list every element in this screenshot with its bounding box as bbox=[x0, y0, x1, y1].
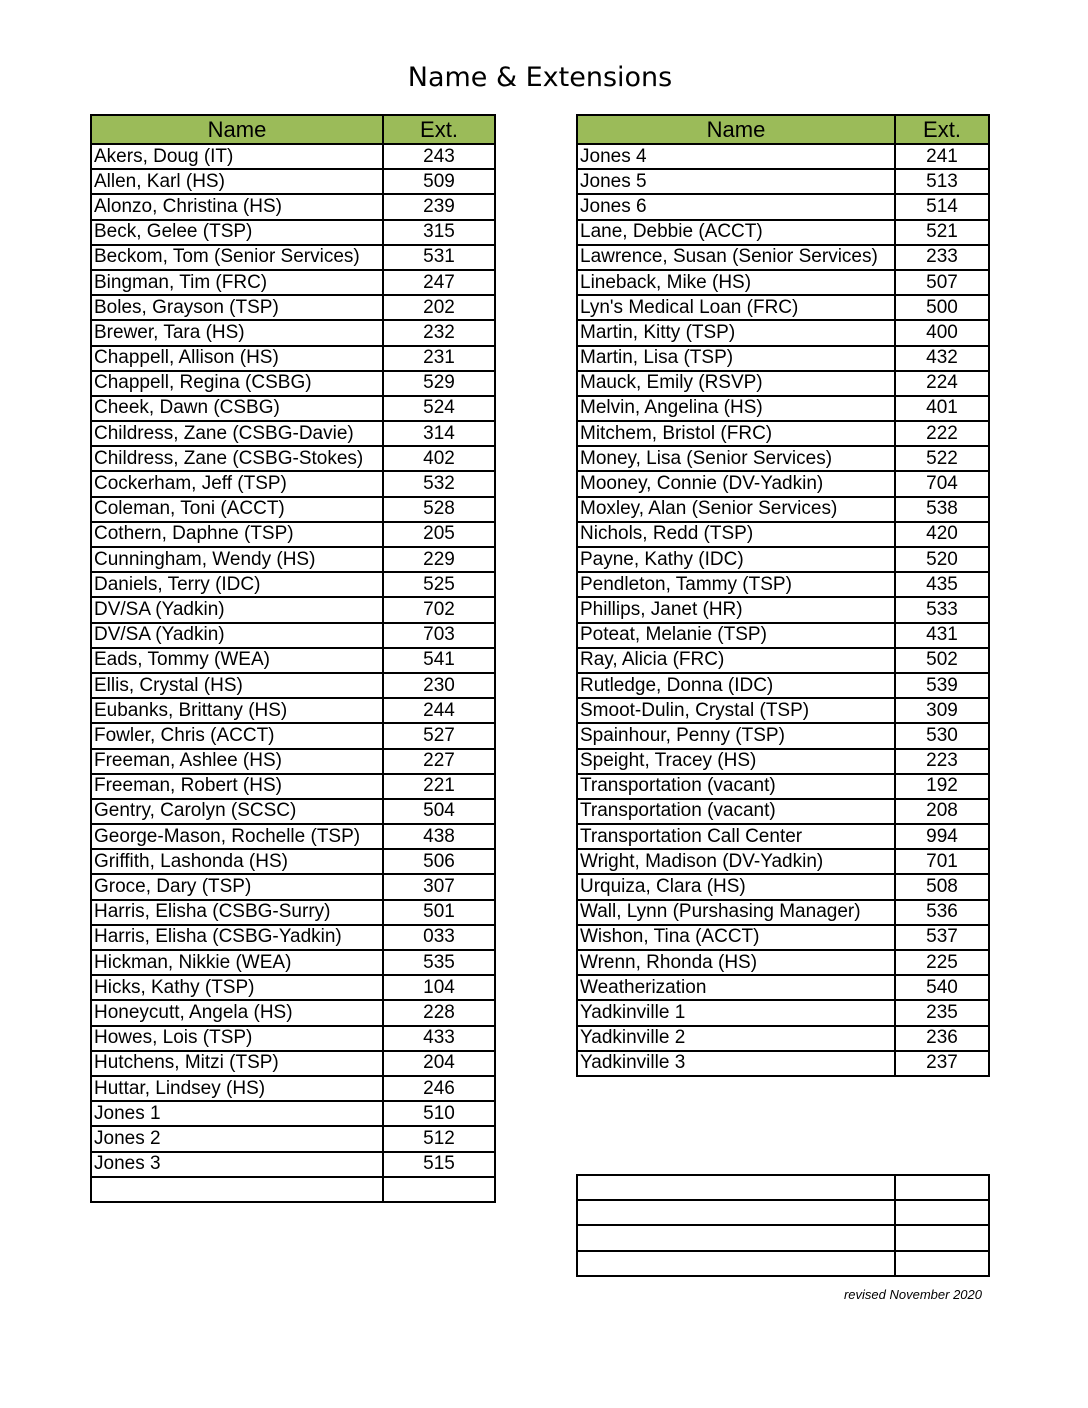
employee-name-cell: Groce, Dary (TSP) bbox=[91, 874, 383, 899]
table-row bbox=[577, 144, 989, 169]
extension-cell: 433 bbox=[383, 1026, 495, 1051]
table-row bbox=[577, 346, 989, 371]
employee-name-cell: Jones 1 bbox=[91, 1101, 383, 1126]
table-row bbox=[577, 522, 989, 547]
table-row bbox=[91, 446, 495, 471]
extension-cell: 501 bbox=[383, 900, 495, 925]
employee-name-cell: Nichols, Redd (TSP) bbox=[577, 522, 895, 547]
extension-cell: 515 bbox=[383, 1152, 495, 1177]
extension-cell: 222 bbox=[895, 421, 989, 446]
employee-name-cell: Yadkinville 2 bbox=[577, 1026, 895, 1051]
extension-cell: 536 bbox=[895, 900, 989, 925]
employee-name-cell: Harris, Elisha (CSBG-Yadkin) bbox=[91, 925, 383, 950]
extension-cell: 237 bbox=[895, 1051, 989, 1076]
page-title: Name & Extensions bbox=[407, 62, 673, 93]
extension-cell: 502 bbox=[895, 648, 989, 673]
extensions-table-right bbox=[576, 114, 990, 1077]
table-row bbox=[91, 320, 495, 345]
table-row bbox=[91, 1026, 495, 1051]
table-body-right-blank bbox=[577, 1175, 989, 1276]
table-row bbox=[577, 1200, 989, 1225]
extension-cell: 702 bbox=[383, 597, 495, 622]
extensions-table-left bbox=[90, 114, 496, 1203]
table-row bbox=[577, 497, 989, 522]
table-row bbox=[91, 950, 495, 975]
extension-cell: 508 bbox=[895, 874, 989, 899]
employee-name-cell: Eads, Tommy (WEA) bbox=[91, 648, 383, 673]
employee-name-cell: Pendleton, Tammy (TSP) bbox=[577, 572, 895, 597]
extension-cell: 533 bbox=[895, 597, 989, 622]
table-row bbox=[91, 346, 495, 371]
table-row bbox=[91, 900, 495, 925]
employee-name-cell: Cothern, Daphne (TSP) bbox=[91, 522, 383, 547]
employee-name-cell: Chappell, Regina (CSBG) bbox=[91, 371, 383, 396]
table-row bbox=[577, 572, 989, 597]
extension-cell: 541 bbox=[383, 648, 495, 673]
employee-name-cell bbox=[577, 1175, 895, 1200]
employee-name-cell bbox=[577, 1225, 895, 1250]
extension-cell: 522 bbox=[895, 446, 989, 471]
employee-name-cell: Wall, Lynn (Purshasing Manager) bbox=[577, 900, 895, 925]
extension-cell: 532 bbox=[383, 471, 495, 496]
employee-name-cell: Eubanks, Brittany (HS) bbox=[91, 698, 383, 723]
employee-name-cell: Jones 4 bbox=[577, 144, 895, 169]
employee-name-cell: Brewer, Tara (HS) bbox=[91, 320, 383, 345]
table-row bbox=[577, 320, 989, 345]
table-row bbox=[577, 194, 989, 219]
employee-name-cell: Akers, Doug (IT) bbox=[91, 144, 383, 169]
extension-cell: 513 bbox=[895, 169, 989, 194]
employee-name-cell: Poteat, Melanie (TSP) bbox=[577, 623, 895, 648]
table-row bbox=[577, 774, 989, 799]
table-row bbox=[577, 421, 989, 446]
table-row bbox=[577, 849, 989, 874]
table-row bbox=[91, 1000, 495, 1025]
employee-name-cell: Money, Lisa (Senior Services) bbox=[577, 446, 895, 471]
employee-name-cell: Hutchens, Mitzi (TSP) bbox=[91, 1051, 383, 1076]
extension-cell: 231 bbox=[383, 346, 495, 371]
table-row bbox=[91, 749, 495, 774]
table-row bbox=[577, 446, 989, 471]
table-row bbox=[91, 421, 495, 446]
extension-cell: 241 bbox=[895, 144, 989, 169]
extension-cell: 432 bbox=[895, 346, 989, 371]
extension-cell: 246 bbox=[383, 1076, 495, 1101]
employee-name-cell: Wrenn, Rhonda (HS) bbox=[577, 950, 895, 975]
table-row bbox=[91, 245, 495, 270]
extension-cell: 506 bbox=[383, 849, 495, 874]
employee-name-cell: DV/SA (Yadkin) bbox=[91, 597, 383, 622]
table-row bbox=[91, 522, 495, 547]
table-row bbox=[91, 975, 495, 1000]
table-header-row bbox=[91, 115, 495, 144]
extension-cell: 507 bbox=[895, 270, 989, 295]
employee-name-cell: Payne, Kathy (IDC) bbox=[577, 547, 895, 572]
extension-cell: 539 bbox=[895, 673, 989, 698]
employee-name-cell bbox=[577, 1200, 895, 1225]
extension-cell: 704 bbox=[895, 471, 989, 496]
employee-name-cell: Cunningham, Wendy (HS) bbox=[91, 547, 383, 572]
table-row bbox=[91, 925, 495, 950]
extension-cell: 230 bbox=[383, 673, 495, 698]
table-row bbox=[577, 799, 989, 824]
extension-cell: 104 bbox=[383, 975, 495, 1000]
table-row bbox=[91, 144, 495, 169]
employee-name-cell: Chappell, Allison (HS) bbox=[91, 346, 383, 371]
table-row bbox=[577, 698, 989, 723]
employee-name-cell: Ellis, Crystal (HS) bbox=[91, 673, 383, 698]
employee-name-cell: Lineback, Mike (HS) bbox=[577, 270, 895, 295]
table-row bbox=[91, 849, 495, 874]
table-row bbox=[91, 874, 495, 899]
extension-cell: 229 bbox=[383, 547, 495, 572]
extension-cell: 703 bbox=[383, 623, 495, 648]
employee-name-cell: Wishon, Tina (ACCT) bbox=[577, 925, 895, 950]
employee-name-cell: Wright, Madison (DV-Yadkin) bbox=[577, 849, 895, 874]
employee-name-cell: Cheek, Dawn (CSBG) bbox=[91, 396, 383, 421]
blank-rows-table-right bbox=[576, 1174, 990, 1277]
employee-name-cell: Transportation Call Center bbox=[577, 824, 895, 849]
employee-name-cell: Speight, Tracey (HS) bbox=[577, 749, 895, 774]
extension-cell: 205 bbox=[383, 522, 495, 547]
extension-cell: 538 bbox=[895, 497, 989, 522]
extension-cell bbox=[895, 1225, 989, 1250]
employee-name-cell: Mauck, Emily (RSVP) bbox=[577, 371, 895, 396]
extension-cell: 530 bbox=[895, 723, 989, 748]
extension-cell: 225 bbox=[895, 950, 989, 975]
table-row bbox=[91, 471, 495, 496]
extension-cell bbox=[895, 1200, 989, 1225]
extension-cell: 204 bbox=[383, 1051, 495, 1076]
employee-name-cell: Allen, Karl (HS) bbox=[91, 169, 383, 194]
extension-cell: 228 bbox=[383, 1000, 495, 1025]
extension-cell: 520 bbox=[895, 547, 989, 572]
employee-name-cell: Jones 2 bbox=[91, 1126, 383, 1151]
extension-cell: 243 bbox=[383, 144, 495, 169]
extension-cell: 529 bbox=[383, 371, 495, 396]
employee-name-cell: Boles, Grayson (TSP) bbox=[91, 295, 383, 320]
extension-cell: 235 bbox=[895, 1000, 989, 1025]
table-row bbox=[577, 245, 989, 270]
employee-name-cell: Rutledge, Donna (IDC) bbox=[577, 673, 895, 698]
table-row bbox=[91, 270, 495, 295]
ext-column-header: Ext. bbox=[383, 115, 495, 144]
table-row bbox=[577, 1026, 989, 1051]
extension-cell: 315 bbox=[383, 220, 495, 245]
extension-cell: 314 bbox=[383, 421, 495, 446]
extension-cell: 435 bbox=[895, 572, 989, 597]
employee-name-cell: Fowler, Chris (ACCT) bbox=[91, 723, 383, 748]
employee-name-cell: Beckom, Tom (Senior Services) bbox=[91, 245, 383, 270]
table-row bbox=[577, 673, 989, 698]
extension-cell: 224 bbox=[895, 371, 989, 396]
table-row bbox=[91, 371, 495, 396]
employee-name-cell: Lawrence, Susan (Senior Services) bbox=[577, 245, 895, 270]
employee-name-cell: Transportation (vacant) bbox=[577, 774, 895, 799]
extension-cell: 192 bbox=[895, 774, 989, 799]
employee-name-cell: Freeman, Robert (HS) bbox=[91, 774, 383, 799]
extension-cell: 525 bbox=[383, 572, 495, 597]
table-row bbox=[91, 723, 495, 748]
table-row bbox=[577, 623, 989, 648]
employee-name-cell bbox=[91, 1177, 383, 1202]
table-row bbox=[577, 471, 989, 496]
extension-cell: 227 bbox=[383, 749, 495, 774]
table-row bbox=[577, 371, 989, 396]
extension-cell: 033 bbox=[383, 925, 495, 950]
table-row bbox=[577, 1225, 989, 1250]
table-row bbox=[91, 597, 495, 622]
table-row bbox=[577, 220, 989, 245]
extension-cell: 504 bbox=[383, 799, 495, 824]
extension-cell: 994 bbox=[895, 824, 989, 849]
table-row bbox=[577, 723, 989, 748]
table-row bbox=[91, 1126, 495, 1151]
name-column-header: Name bbox=[577, 115, 895, 144]
extension-cell: 202 bbox=[383, 295, 495, 320]
table-row bbox=[577, 749, 989, 774]
table-row bbox=[577, 824, 989, 849]
employee-name-cell: Jones 3 bbox=[91, 1152, 383, 1177]
ext-column-header: Ext. bbox=[895, 115, 989, 144]
table-row bbox=[91, 799, 495, 824]
table-row bbox=[577, 547, 989, 572]
extension-cell: 537 bbox=[895, 925, 989, 950]
table-row bbox=[91, 220, 495, 245]
table-row bbox=[91, 648, 495, 673]
table-row bbox=[577, 975, 989, 1000]
extension-cell: 223 bbox=[895, 749, 989, 774]
table-body-right bbox=[577, 144, 989, 1076]
table-row bbox=[91, 774, 495, 799]
employee-name-cell: Beck, Gelee (TSP) bbox=[91, 220, 383, 245]
table-row bbox=[577, 900, 989, 925]
employee-name-cell: Weatherization bbox=[577, 975, 895, 1000]
table-row bbox=[91, 1152, 495, 1177]
employee-name-cell: Honeycutt, Angela (HS) bbox=[91, 1000, 383, 1025]
extension-cell: 431 bbox=[895, 623, 989, 648]
extension-cell: 232 bbox=[383, 320, 495, 345]
table-row bbox=[577, 1051, 989, 1076]
table-row bbox=[91, 194, 495, 219]
employee-name-cell: Yadkinville 3 bbox=[577, 1051, 895, 1076]
table-row bbox=[91, 698, 495, 723]
table-row bbox=[577, 648, 989, 673]
employee-name-cell: Lane, Debbie (ACCT) bbox=[577, 220, 895, 245]
table-row bbox=[577, 295, 989, 320]
extension-cell: 309 bbox=[895, 698, 989, 723]
employee-name-cell: Jones 6 bbox=[577, 194, 895, 219]
table-row bbox=[577, 925, 989, 950]
table-row bbox=[91, 169, 495, 194]
employee-name-cell: Alonzo, Christina (HS) bbox=[91, 194, 383, 219]
extension-cell: 402 bbox=[383, 446, 495, 471]
table-row bbox=[577, 597, 989, 622]
employee-name-cell: DV/SA (Yadkin) bbox=[91, 623, 383, 648]
extension-cell: 236 bbox=[895, 1026, 989, 1051]
table-row bbox=[91, 673, 495, 698]
employee-name-cell: Daniels, Terry (IDC) bbox=[91, 572, 383, 597]
table-row bbox=[91, 396, 495, 421]
extension-cell: 512 bbox=[383, 1126, 495, 1151]
table-row bbox=[577, 396, 989, 421]
table-row bbox=[91, 1051, 495, 1076]
extension-cell: 510 bbox=[383, 1101, 495, 1126]
employee-name-cell: Griffith, Lashonda (HS) bbox=[91, 849, 383, 874]
employee-name-cell: Jones 5 bbox=[577, 169, 895, 194]
extension-cell: 528 bbox=[383, 497, 495, 522]
employee-name-cell: Martin, Lisa (TSP) bbox=[577, 346, 895, 371]
table-row bbox=[91, 295, 495, 320]
extension-cell: 540 bbox=[895, 975, 989, 1000]
table-row bbox=[577, 950, 989, 975]
employee-name-cell: Howes, Lois (TSP) bbox=[91, 1026, 383, 1051]
employee-name-cell: Freeman, Ashlee (HS) bbox=[91, 749, 383, 774]
table-row bbox=[577, 1000, 989, 1025]
extension-cell: 221 bbox=[383, 774, 495, 799]
extension-cell bbox=[895, 1175, 989, 1200]
table-row bbox=[577, 1251, 989, 1276]
table-row bbox=[91, 1177, 495, 1202]
employee-name-cell: Hickman, Nikkie (WEA) bbox=[91, 950, 383, 975]
employee-name-cell: George-Mason, Rochelle (TSP) bbox=[91, 824, 383, 849]
table-row bbox=[577, 1175, 989, 1200]
employee-name-cell: Smoot-Dulin, Crystal (TSP) bbox=[577, 698, 895, 723]
employee-name-cell: Mitchem, Bristol (FRC) bbox=[577, 421, 895, 446]
employee-name-cell: Gentry, Carolyn (SCSC) bbox=[91, 799, 383, 824]
extension-cell: 527 bbox=[383, 723, 495, 748]
employee-name-cell: Cockerham, Jeff (TSP) bbox=[91, 471, 383, 496]
employee-name-cell: Coleman, Toni (ACCT) bbox=[91, 497, 383, 522]
name-column-header: Name bbox=[91, 115, 383, 144]
employee-name-cell: Bingman, Tim (FRC) bbox=[91, 270, 383, 295]
extension-cell: 400 bbox=[895, 320, 989, 345]
table-row bbox=[577, 874, 989, 899]
table-row bbox=[91, 623, 495, 648]
employee-name-cell: Lyn's Medical Loan (FRC) bbox=[577, 295, 895, 320]
extension-cell: 521 bbox=[895, 220, 989, 245]
extension-cell: 233 bbox=[895, 245, 989, 270]
employee-name-cell: Childress, Zane (CSBG-Stokes) bbox=[91, 446, 383, 471]
extension-cell: 500 bbox=[895, 295, 989, 320]
revision-note: revised November 2020 bbox=[843, 1287, 982, 1302]
employee-name-cell: Spainhour, Penny (TSP) bbox=[577, 723, 895, 748]
extension-cell: 401 bbox=[895, 396, 989, 421]
extension-cell: 438 bbox=[383, 824, 495, 849]
table-header-row bbox=[577, 115, 989, 144]
employee-name-cell: Phillips, Janet (HR) bbox=[577, 597, 895, 622]
extension-cell: 535 bbox=[383, 950, 495, 975]
employee-name-cell: Childress, Zane (CSBG-Davie) bbox=[91, 421, 383, 446]
extension-cell: 307 bbox=[383, 874, 495, 899]
extension-cell: 701 bbox=[895, 849, 989, 874]
employee-name-cell: Melvin, Angelina (HS) bbox=[577, 396, 895, 421]
table-body-left bbox=[91, 144, 495, 1202]
table-row bbox=[91, 572, 495, 597]
table-row bbox=[577, 270, 989, 295]
extension-cell: 247 bbox=[383, 270, 495, 295]
extension-cell: 509 bbox=[383, 169, 495, 194]
employee-name-cell: Harris, Elisha (CSBG-Surry) bbox=[91, 900, 383, 925]
table-row bbox=[91, 1101, 495, 1126]
table-row bbox=[91, 1076, 495, 1101]
extension-cell bbox=[895, 1251, 989, 1276]
extension-cell: 208 bbox=[895, 799, 989, 824]
employee-name-cell bbox=[577, 1251, 895, 1276]
employee-name-cell: Moxley, Alan (Senior Services) bbox=[577, 497, 895, 522]
employee-name-cell: Transportation (vacant) bbox=[577, 799, 895, 824]
employee-name-cell: Mooney, Connie (DV-Yadkin) bbox=[577, 471, 895, 496]
extension-cell: 239 bbox=[383, 194, 495, 219]
extension-cell: 524 bbox=[383, 396, 495, 421]
employee-name-cell: Yadkinville 1 bbox=[577, 1000, 895, 1025]
table-row bbox=[577, 169, 989, 194]
employee-name-cell: Martin, Kitty (TSP) bbox=[577, 320, 895, 345]
employee-name-cell: Huttar, Lindsey (HS) bbox=[91, 1076, 383, 1101]
extension-cell: 420 bbox=[895, 522, 989, 547]
extension-cell: 531 bbox=[383, 245, 495, 270]
employee-name-cell: Urquiza, Clara (HS) bbox=[577, 874, 895, 899]
extension-cell: 244 bbox=[383, 698, 495, 723]
table-row bbox=[91, 497, 495, 522]
table-row bbox=[91, 824, 495, 849]
employee-name-cell: Ray, Alicia (FRC) bbox=[577, 648, 895, 673]
extension-cell: 514 bbox=[895, 194, 989, 219]
table-row bbox=[91, 547, 495, 572]
extension-cell bbox=[383, 1177, 495, 1202]
employee-name-cell: Hicks, Kathy (TSP) bbox=[91, 975, 383, 1000]
